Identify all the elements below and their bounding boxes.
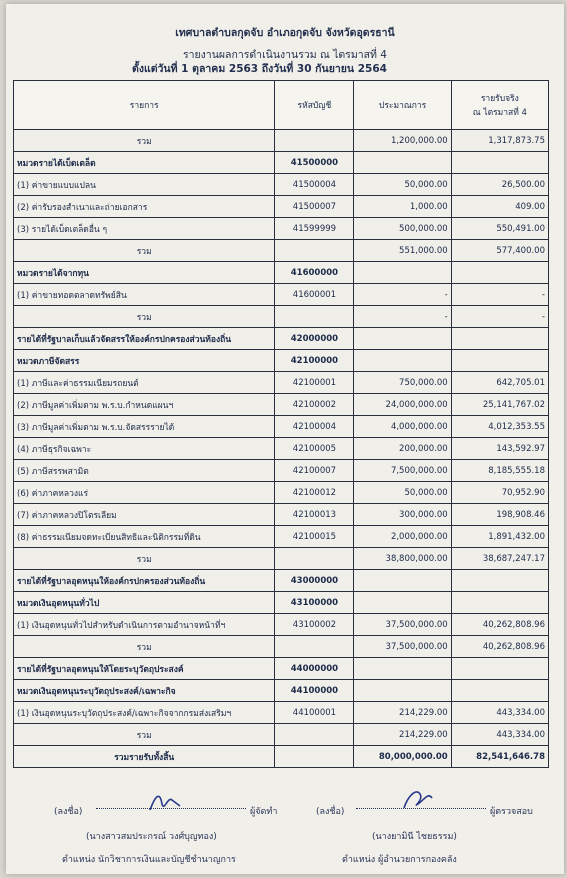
row-actual-cell: 40,262,808.96: [451, 636, 548, 658]
row-budget-cell: 4,000,000.00: [354, 416, 451, 438]
row-actual-cell: 443,334.00: [451, 724, 548, 746]
row-budget-cell: 500,000.00: [354, 218, 451, 240]
row-code-cell: 41500000: [275, 152, 354, 174]
row-actual-cell: 40,262,808.96: [451, 614, 548, 636]
row-item-cell: รวม: [14, 306, 275, 328]
col-header-item: รายการ: [14, 81, 275, 130]
row-item-cell: รวม: [14, 636, 275, 658]
report-period: ตั้งแต่วันที่ 1 ตุลาคม 2563 ถึงวันที่ 30 กันยายน 2564: [132, 63, 387, 75]
row-actual-cell: 38,687,247.17: [451, 548, 548, 570]
col-header-actual-sub: ณ ไตรมาสที่ 4: [472, 108, 527, 118]
revenue-table: [13, 80, 549, 768]
table-row: [14, 504, 549, 526]
row-actual-cell: 4,012,353.55: [451, 416, 548, 438]
right-role-label: ผู้ตรวจสอบ: [490, 807, 533, 817]
row-item-cell: (1) ค่าขายทอดตลาดทรัพย์สิน: [14, 284, 275, 306]
table-row: [14, 196, 549, 218]
row-item-cell: รายได้ที่รัฐบาลอุดหนุนให้โดยระบุวัตถุประสงค์: [14, 658, 275, 680]
row-actual-cell: 8,185,555.18: [451, 460, 548, 482]
row-item-cell: (2) ภาษีมูลค่าเพิ่มตาม พ.ร.บ.กำหนดแผนฯ: [14, 394, 275, 416]
row-code-cell: 42100004: [275, 416, 354, 438]
row-code-cell: 42100013: [275, 504, 354, 526]
row-item-cell: (8) ค่าธรรมเนียมจดทะเบียนสิทธิและนิติกรรมที่ดิน: [14, 526, 275, 548]
col-header-actual-label: รายรับจริง: [480, 94, 519, 104]
row-item-cell: (1) ค่าขายแบบแปลน: [14, 174, 275, 196]
row-actual-cell: [451, 658, 548, 680]
row-budget-cell: [354, 680, 451, 702]
row-code-cell: 42100012: [275, 482, 354, 504]
left-signer-position: ตำแหน่ง นักวิชาการเงินและบัญชีชำนาญการ: [62, 855, 236, 865]
row-item-cell: รวม: [14, 240, 275, 262]
table-row: [14, 284, 549, 306]
row-item-cell: หมวดเงินอุดหนุนระบุวัตถุประสงค์/เฉพาะกิจ: [14, 680, 275, 702]
row-budget-cell: [354, 328, 451, 350]
row-item-cell: (7) ค่าภาคหลวงปิโตรเลียม: [14, 504, 275, 526]
table-row: [14, 350, 549, 372]
row-actual-cell: [451, 328, 548, 350]
table-row: [14, 746, 549, 768]
col-header-code: รหัสบัญชี: [275, 81, 354, 130]
row-item-cell: รายได้ที่รัฐบาลอุดหนุนให้องค์กรปกครองส่วนท้องถิ่น: [14, 570, 275, 592]
row-code-cell: 41599999: [275, 218, 354, 240]
table-row: [14, 614, 549, 636]
row-item-cell: หมวดเงินอุดหนุนทั่วไป: [14, 592, 275, 614]
table-row: [14, 372, 549, 394]
table-row: [14, 570, 549, 592]
col-header-budget: ประมาณการ: [354, 81, 451, 130]
row-budget-cell: 300,000.00: [354, 504, 451, 526]
row-code-cell: 44000000: [275, 658, 354, 680]
table-row: [14, 130, 549, 152]
row-budget-cell: 214,229.00: [354, 724, 451, 746]
row-item-cell: รวม: [14, 130, 275, 152]
row-actual-cell: 577,400.00: [451, 240, 548, 262]
row-item-cell: รายได้ที่รัฐบาลเก็บแล้วจัดสรรให้องค์กรปกครองส่วนท้องถิ่น: [14, 328, 275, 350]
row-budget-cell: 24,000,000.00: [354, 394, 451, 416]
row-item-cell: หมวดรายได้จากทุน: [14, 262, 275, 284]
table-row: [14, 438, 549, 460]
right-signer-position: ตำแหน่ง ผู้อำนวยการกองคลัง: [342, 855, 457, 865]
row-code-cell: [275, 724, 354, 746]
row-actual-cell: 26,500.00: [451, 174, 548, 196]
row-item-cell: รวม: [14, 548, 275, 570]
table-header-row: [14, 81, 549, 130]
row-actual-cell: -: [451, 284, 548, 306]
table-row: [14, 152, 549, 174]
table-row: [14, 328, 549, 350]
row-actual-cell: 443,334.00: [451, 702, 548, 724]
table-row: [14, 680, 549, 702]
row-item-cell: (1) เงินอุดหนุนทั่วไปสำหรับดำเนินการตามอำนาจหน้าที่ฯ: [14, 614, 275, 636]
table-row: [14, 724, 549, 746]
row-budget-cell: 200,000.00: [354, 438, 451, 460]
right-signature-mark: [398, 786, 438, 814]
row-code-cell: 42100002: [275, 394, 354, 416]
row-budget-cell: 750,000.00: [354, 372, 451, 394]
row-budget-cell: 551,000.00: [354, 240, 451, 262]
table-row: [14, 306, 549, 328]
row-budget-cell: [354, 658, 451, 680]
row-item-cell: (5) ภาษีสรรพสามิต: [14, 460, 275, 482]
table-row: [14, 702, 549, 724]
row-code-cell: 43000000: [275, 570, 354, 592]
left-signature-mark: [146, 790, 186, 814]
row-budget-cell: 50,000.00: [354, 174, 451, 196]
row-code-cell: 41500007: [275, 196, 354, 218]
left-sign-label: (ลงชื่อ): [54, 807, 83, 817]
row-code-cell: [275, 746, 354, 768]
row-code-cell: 42100001: [275, 372, 354, 394]
table-row: [14, 548, 549, 570]
row-code-cell: 42000000: [275, 328, 354, 350]
row-code-cell: 41500004: [275, 174, 354, 196]
row-actual-cell: 25,141,767.02: [451, 394, 548, 416]
row-budget-cell: 2,000,000.00: [354, 526, 451, 548]
row-actual-cell: [451, 570, 548, 592]
left-role-label: ผู้จัดทำ: [250, 807, 278, 817]
row-item-cell: (3) ภาษีมูลค่าเพิ่มตาม พ.ร.บ.จัดสรรรายได้: [14, 416, 275, 438]
row-budget-cell: -: [354, 284, 451, 306]
row-budget-cell: 80,000,000.00: [354, 746, 451, 768]
row-budget-cell: 214,229.00: [354, 702, 451, 724]
row-actual-cell: 198,908.46: [451, 504, 548, 526]
table-body: [14, 130, 549, 768]
table-row: [14, 240, 549, 262]
row-budget-cell: 37,500,000.00: [354, 614, 451, 636]
row-item-cell: หมวดรายได้เบ็ดเตล็ด: [14, 152, 275, 174]
table-row: [14, 416, 549, 438]
row-code-cell: [275, 240, 354, 262]
row-code-cell: 42100005: [275, 438, 354, 460]
table-row: [14, 174, 549, 196]
row-budget-cell: [354, 570, 451, 592]
table-row: [14, 526, 549, 548]
table-row: [14, 592, 549, 614]
row-budget-cell: -: [354, 306, 451, 328]
row-code-cell: 43100000: [275, 592, 354, 614]
row-budget-cell: [354, 262, 451, 284]
row-actual-cell: 550,491.00: [451, 218, 548, 240]
row-actual-cell: [451, 680, 548, 702]
right-signer-name: (นางยามินี ไชยธรรม): [372, 832, 457, 842]
row-actual-cell: 409.00: [451, 196, 548, 218]
table-row: [14, 636, 549, 658]
report-org-title: เทศบาลตำบลกุดจับ อำเภอกุดจับ จังหวัดอุดรธานี: [175, 27, 395, 39]
report-page: [6, 4, 564, 874]
row-item-cell: (1) เงินอุดหนุนระบุวัตถุประสงค์/เฉพาะกิจจากกรมส่งเสริมฯ: [14, 702, 275, 724]
row-code-cell: [275, 548, 354, 570]
row-actual-cell: 70,952.90: [451, 482, 548, 504]
row-code-cell: 44100000: [275, 680, 354, 702]
row-item-cell: รวมรายรับทั้งสิ้น: [14, 746, 275, 768]
row-budget-cell: [354, 152, 451, 174]
row-actual-cell: [451, 592, 548, 614]
row-item-cell: หมวดภาษีจัดสรร: [14, 350, 275, 372]
row-item-cell: (2) ค่ารับรองสำเนาและถ่ายเอกสาร: [14, 196, 275, 218]
table-row: [14, 262, 549, 284]
row-budget-cell: 1,000.00: [354, 196, 451, 218]
row-code-cell: 42100007: [275, 460, 354, 482]
row-actual-cell: -: [451, 306, 548, 328]
row-budget-cell: [354, 592, 451, 614]
row-budget-cell: 37,500,000.00: [354, 636, 451, 658]
right-sign-label: (ลงชื่อ): [316, 807, 345, 817]
row-budget-cell: [354, 350, 451, 372]
row-budget-cell: 38,800,000.00: [354, 548, 451, 570]
row-code-cell: 42100015: [275, 526, 354, 548]
table-row: [14, 482, 549, 504]
report-title: รายงานผลการดำเนินงานรวม ณ ไตรมาสที่ 4: [182, 49, 387, 61]
row-code-cell: [275, 306, 354, 328]
row-budget-cell: 1,200,000.00: [354, 130, 451, 152]
row-code-cell: 44100001: [275, 702, 354, 724]
row-budget-cell: 50,000.00: [354, 482, 451, 504]
row-code-cell: 43100002: [275, 614, 354, 636]
table-row: [14, 218, 549, 240]
row-item-cell: (3) รายได้เบ็ดเตล็ดอื่น ๆ: [14, 218, 275, 240]
row-code-cell: 41600001: [275, 284, 354, 306]
row-item-cell: (6) ค่าภาคหลวงแร่: [14, 482, 275, 504]
table-row: [14, 394, 549, 416]
table-row: [14, 460, 549, 482]
row-actual-cell: 82,541,646.78: [451, 746, 548, 768]
table-row: [14, 658, 549, 680]
row-item-cell: (1) ภาษีและค่าธรรมเนียมรถยนต์: [14, 372, 275, 394]
col-header-actual: [451, 81, 548, 130]
row-actual-cell: 143,592.97: [451, 438, 548, 460]
row-actual-cell: [451, 350, 548, 372]
row-budget-cell: 7,500,000.00: [354, 460, 451, 482]
row-code-cell: [275, 130, 354, 152]
row-code-cell: 41600000: [275, 262, 354, 284]
row-item-cell: รวม: [14, 724, 275, 746]
row-actual-cell: 1,317,873.75: [451, 130, 548, 152]
row-actual-cell: [451, 262, 548, 284]
row-actual-cell: [451, 152, 548, 174]
left-signer-name: (นางสาวสมประกรณ์ วงศ์บุญทอง): [86, 832, 217, 842]
row-code-cell: 42100000: [275, 350, 354, 372]
row-item-cell: (4) ภาษีธุรกิจเฉพาะ: [14, 438, 275, 460]
row-actual-cell: 642,705.01: [451, 372, 548, 394]
row-code-cell: [275, 636, 354, 658]
row-actual-cell: 1,891,432.00: [451, 526, 548, 548]
